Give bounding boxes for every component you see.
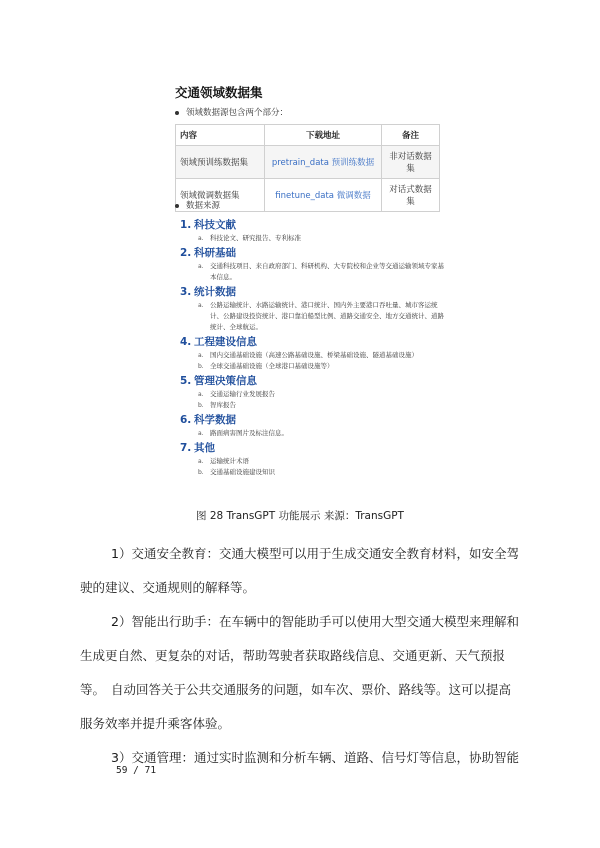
table-cell: 非对话数据集 <box>382 146 440 179</box>
bullet-data-parts: 领域数据源包含两个部分： <box>175 106 288 118</box>
finetune-data-link[interactable]: finetune_data 微调数据 <box>265 179 382 212</box>
table-header: 下载地址 <box>265 125 382 146</box>
bullet-dot-icon <box>175 204 179 208</box>
list-item: a. 运输统计术语 <box>198 457 249 465</box>
section-title: 科学数据 <box>194 414 236 426</box>
paragraph-traffic-management: 3）交通管理：通过实时监测和分析车辆、道路、信号灯等信息，协助智能 <box>111 750 519 765</box>
list-item: b. 交通基础设施建设知识 <box>198 468 275 476</box>
section-title: 统计数据 <box>194 286 236 298</box>
table-cell: 领域微调数据集 <box>176 179 265 212</box>
list-item: b. 全球交通基础设施（全球港口基础设施等） <box>198 362 334 370</box>
table-row <box>176 146 440 179</box>
section-title: 工程建设信息 <box>194 336 257 348</box>
list-item: a. 科技论文、研究报告、专利标准 <box>198 234 301 242</box>
table-cell: 领域预训练数据集 <box>176 146 265 179</box>
source-section: 1. 科技文献 a. 科技论文、研究报告、专利标准 <box>180 218 450 244</box>
section-title: 管理决策信息 <box>194 375 257 387</box>
section-title: 科技文献 <box>194 219 236 231</box>
source-section: 4. 工程建设信息 a. 国内交通基础设施（高速公路基础设施、桥梁基础设施、隧道基础设施） b. 全球交通基础设施（全球港口基础设施等） <box>180 335 450 372</box>
data-source-list <box>180 218 450 480</box>
paragraph-public-transport: 自动回答关于公共交通服务的问题，如车次、票价、路线等。这可以提高服务效率并提升乘客体验。 <box>80 682 512 731</box>
source-section: 2. 科研基础 a. 交通科技项目、来自政府部门、科研机构、大专院校和企业等交通运输领域专家基本信息。 <box>180 246 450 283</box>
list-item: b. 智库报告 <box>198 401 236 409</box>
bullet-dot-icon <box>175 111 179 115</box>
list-item: a. 交通运输行业发展报告 <box>198 390 275 398</box>
bullet-data-source: 数据来源 <box>175 199 220 211</box>
section-title: 科研基础 <box>194 247 236 259</box>
source-section: 7. 其他 a. 运输统计术语 b. 交通基础设施建设知识 <box>180 441 450 478</box>
figure-title: 交通领域数据集 <box>175 85 263 100</box>
figure-caption: 图 28 TransGPT 功能展示 来源：TransGPT <box>196 510 404 522</box>
list-item: a. 交通科技项目、来自政府部门、科研机构、大专院校和企业等交通运输领域专家基本信息。 <box>198 262 444 281</box>
table-cell: 对话式数据集 <box>382 179 440 212</box>
paragraph-travel-assistant: 2）智能出行助手：在车辆中的智能助手可以使用大型交通大模型来理解和生成更自然、更复杂的对话，帮助驾驶者获取路线信息、交通更新、天气预报等。 <box>80 614 519 697</box>
pretrain-data-link[interactable]: pretrain_data 预训练数据 <box>265 146 382 179</box>
table-header: 内容 <box>176 125 265 146</box>
list-item: a. 国内交通基础设施（高速公路基础设施、桥梁基础设施、隧道基础设施） <box>198 351 418 359</box>
source-section: 3. 统计数据 a. 公路运输统计、水路运输统计、港口统计、国内外主要港口吞吐量、城市客运统计、公路建设投资统计、港口靠泊船型比例、道路交通安全、地方交通统计、道路统计、全球航运。 <box>180 285 450 333</box>
section-title: 其他 <box>194 442 215 454</box>
paragraph-safety-education: 1）交通安全教育：交通大模型可以用于生成交通安全教育材料，如安全驾驶的建议、交通规则的解释等。 <box>80 546 519 595</box>
source-section: 6. 科学数据 a. 路面病害图片及标注信息。 <box>180 413 450 439</box>
table-header-row <box>176 125 440 146</box>
table-header: 备注 <box>382 125 440 146</box>
page-number: 59 / 71 <box>116 765 157 776</box>
source-section: 5. 管理决策信息 a. 交通运输行业发展报告 b. 智库报告 <box>180 374 450 411</box>
list-item: a. 公路运输统计、水路运输统计、港口统计、国内外主要港口吞吐量、城市客运统计、公路建设投资统计、港口靠泊船型比例、道路交通安全、地方交通统计、道路统计、全球航运。 <box>198 301 444 331</box>
list-item: a. 路面病害图片及标注信息。 <box>198 429 288 437</box>
